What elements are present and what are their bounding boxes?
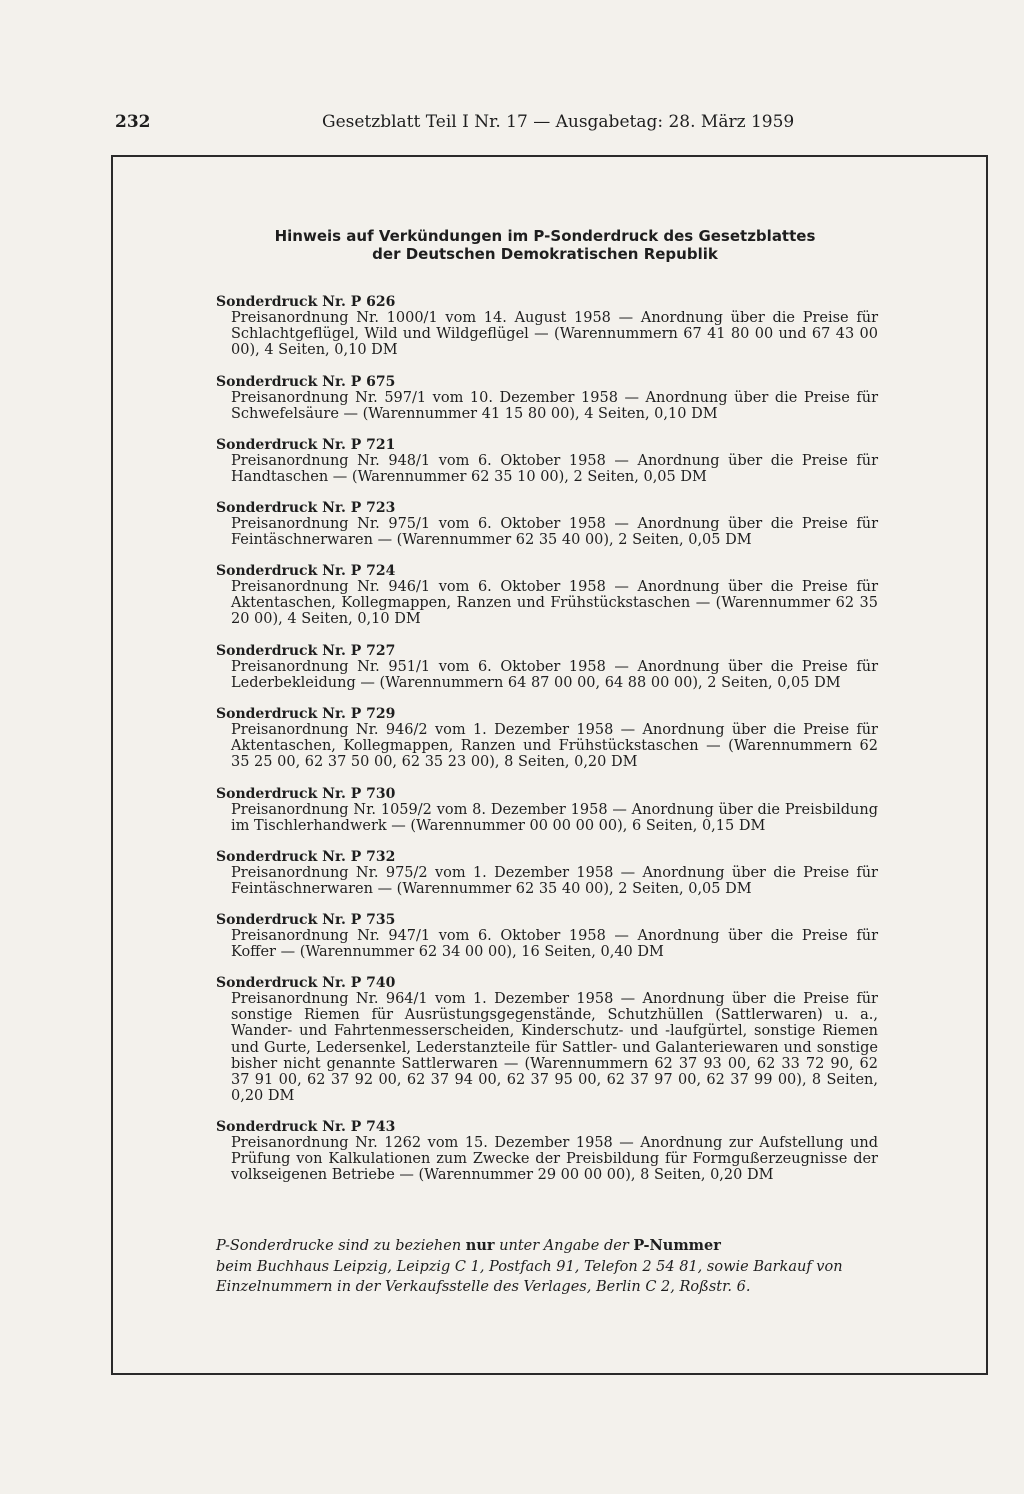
- entry-title: Sonderdruck Nr. P 743: [216, 1119, 396, 1135]
- page-header: [115, 112, 795, 134]
- entry: [216, 563, 878, 643]
- entry: [216, 643, 878, 706]
- entry: [216, 374, 878, 437]
- page-number: 232: [115, 112, 151, 132]
- ordering-note-line-3: Einzelnummern in der Verkaufsstelle des Verlages, Berlin C 2, Roßstr. 6.: [216, 1279, 751, 1295]
- entry-text: Preisanordnung Nr. 975/1 vom 6. Oktober 1958 — Anordnung über die Preise für Feintäschnerwaren — (Warennummer 62 35 40 00), 2 Seiten, 0,05 DM: [231, 516, 878, 549]
- entry-text: Preisanordnung Nr. 946/2 vom 1. Dezember 1958 — Anordnung über die Preise für Aktentaschen, Kollegmappen, Ranzen und Frühstückstaschen — (Warennummern 62 35 25 00, 62 37 50 00, 62 35 23 00), 8 Seiten, 0,20 DM: [231, 722, 878, 771]
- entry-text: Preisanordnung Nr. 946/1 vom 6. Oktober 1958 — Anordnung über die Preise für Aktentaschen, Kollegmappen, Ranzen und Frühstückstaschen — (Warennummer 62 35 20 00), 4 Seiten, 0,10 DM: [231, 579, 878, 628]
- entry-title: Sonderdruck Nr. P 723: [216, 500, 396, 516]
- heading-line-1: Hinweis auf Verkündungen im P-Sonderdruck des Gesetzblattes: [274, 227, 816, 245]
- entry-title: Sonderdruck Nr. P 724: [216, 563, 396, 579]
- ordering-note-text: P-Sonderdrucke sind zu beziehen: [216, 1238, 466, 1254]
- ordering-note-emphasis: P-Nummer: [633, 1237, 721, 1254]
- ordering-note-line-2: beim Buchhaus Leipzig, Leipzig C 1, Postfach 91, Telefon 2 54 81, sowie Barkauf von: [216, 1258, 843, 1275]
- ordering-note-line-1: [216, 1236, 896, 1257]
- entry-text: Preisanordnung Nr. 1059/2 vom 8. Dezember 1958 — Anordnung über die Preisbildung im Tischlerhandwerk — (Warennummer 00 00 00 00), 6 Seiten, 0,15 DM: [231, 802, 878, 835]
- entry-text: Preisanordnung Nr. 975/2 vom 1. Dezember 1958 — Anordnung über die Preise für Feintäschnerwaren — (Warennummer 62 35 40 00), 2 Seiten, 0,05 DM: [231, 865, 878, 898]
- ordering-note-emphasis: nur: [465, 1237, 495, 1254]
- entry-title: Sonderdruck Nr. P 727: [216, 643, 396, 659]
- entry: [216, 786, 878, 849]
- entry-title: Sonderdruck Nr. P 732: [216, 849, 396, 865]
- entry-title: Sonderdruck Nr. P 740: [216, 975, 396, 991]
- entry-title: Sonderdruck Nr. P 729: [216, 706, 396, 722]
- entry: [216, 1119, 878, 1199]
- entry-text: Preisanordnung Nr. 1000/1 vom 14. August 1958 — Anordnung über die Preise für Schlachtgeflügel, Wild und Wildgeflügel — (Warennummern 67 41 80 00 und 67 43 00 00), 4 Seiten, 0,10 DM: [231, 310, 878, 359]
- entry: [216, 975, 878, 1119]
- entry-title: Sonderdruck Nr. P 675: [216, 374, 396, 390]
- entry-title: Sonderdruck Nr. P 721: [216, 437, 396, 453]
- ordering-note-text: unter Angabe der: [494, 1238, 634, 1254]
- entry: [216, 437, 878, 500]
- entry-list: [216, 294, 878, 1199]
- entry: [216, 294, 878, 374]
- entry-title: Sonderdruck Nr. P 735: [216, 912, 396, 928]
- entry-text: Preisanordnung Nr. 964/1 vom 1. Dezember 1958 — Anordnung über die Preise für sonstige Riemen für Ausrüstungsgegenstände, Schutzhüllen (Sattlerwaren) u. a., Wander- und Fahrtenmesserscheiden, Kinderschutz- und -laufgürtel, sonstige Riemen und Gurte, Ledersenkel, Lederstanzteile für Sattler- und Galanteriewaren und sonstige bisher nicht genannte Sattlerwaren — (Warennummern 62 37 93 00, 62 33 72 90, 62 37 91 00, 62 37 92 00, 62 37 94 00, 62 37 95 00, 62 37 97 00, 62 37 99 00), 8 Seiten, 0,20 DM: [231, 991, 878, 1105]
- entry: [216, 500, 878, 563]
- notice-heading: [0, 227, 1024, 263]
- heading-line-2: der Deutschen Demokratischen Republik: [372, 245, 718, 263]
- entry-text: Preisanordnung Nr. 1262 vom 15. Dezember 1958 — Anordnung zur Aufstellung und Prüfung von Kalkulationen zum Zwecke der Preisbildung für Formgußerzeugnisse der volkseigenen Betriebe — (Warennummer 29 00 00 00), 8 Seiten, 0,20 DM: [231, 1135, 878, 1184]
- ordering-note: [216, 1236, 896, 1298]
- entry-text: Preisanordnung Nr. 951/1 vom 6. Oktober 1958 — Anordnung über die Preise für Lederbekleidung — (Warennummern 64 87 00 00, 64 88 00 00), 2 Seiten, 0,05 DM: [231, 659, 878, 692]
- entry: [216, 849, 878, 912]
- entry-title: Sonderdruck Nr. P 730: [216, 786, 396, 802]
- entry-text: Preisanordnung Nr. 597/1 vom 10. Dezember 1958 — Anordnung über die Preise für Schwefelsäure — (Warennummer 41 15 80 00), 4 Seiten, 0,10 DM: [231, 390, 878, 423]
- entry-text: Preisanordnung Nr. 948/1 vom 6. Oktober 1958 — Anordnung über die Preise für Handtaschen — (Warennummer 62 35 10 00), 2 Seiten, 0,05 DM: [231, 453, 878, 486]
- entry-text: Preisanordnung Nr. 947/1 vom 6. Oktober 1958 — Anordnung über die Preise für Koffer — (Warennummer 62 34 00 00), 16 Seiten, 0,40 DM: [231, 928, 878, 961]
- entry: [216, 706, 878, 786]
- entry-title: Sonderdruck Nr. P 626: [216, 294, 396, 310]
- running-title: Gesetzblatt Teil I Nr. 17 — Ausgabetag: 28. März 1959: [322, 112, 795, 132]
- entry: [216, 912, 878, 975]
